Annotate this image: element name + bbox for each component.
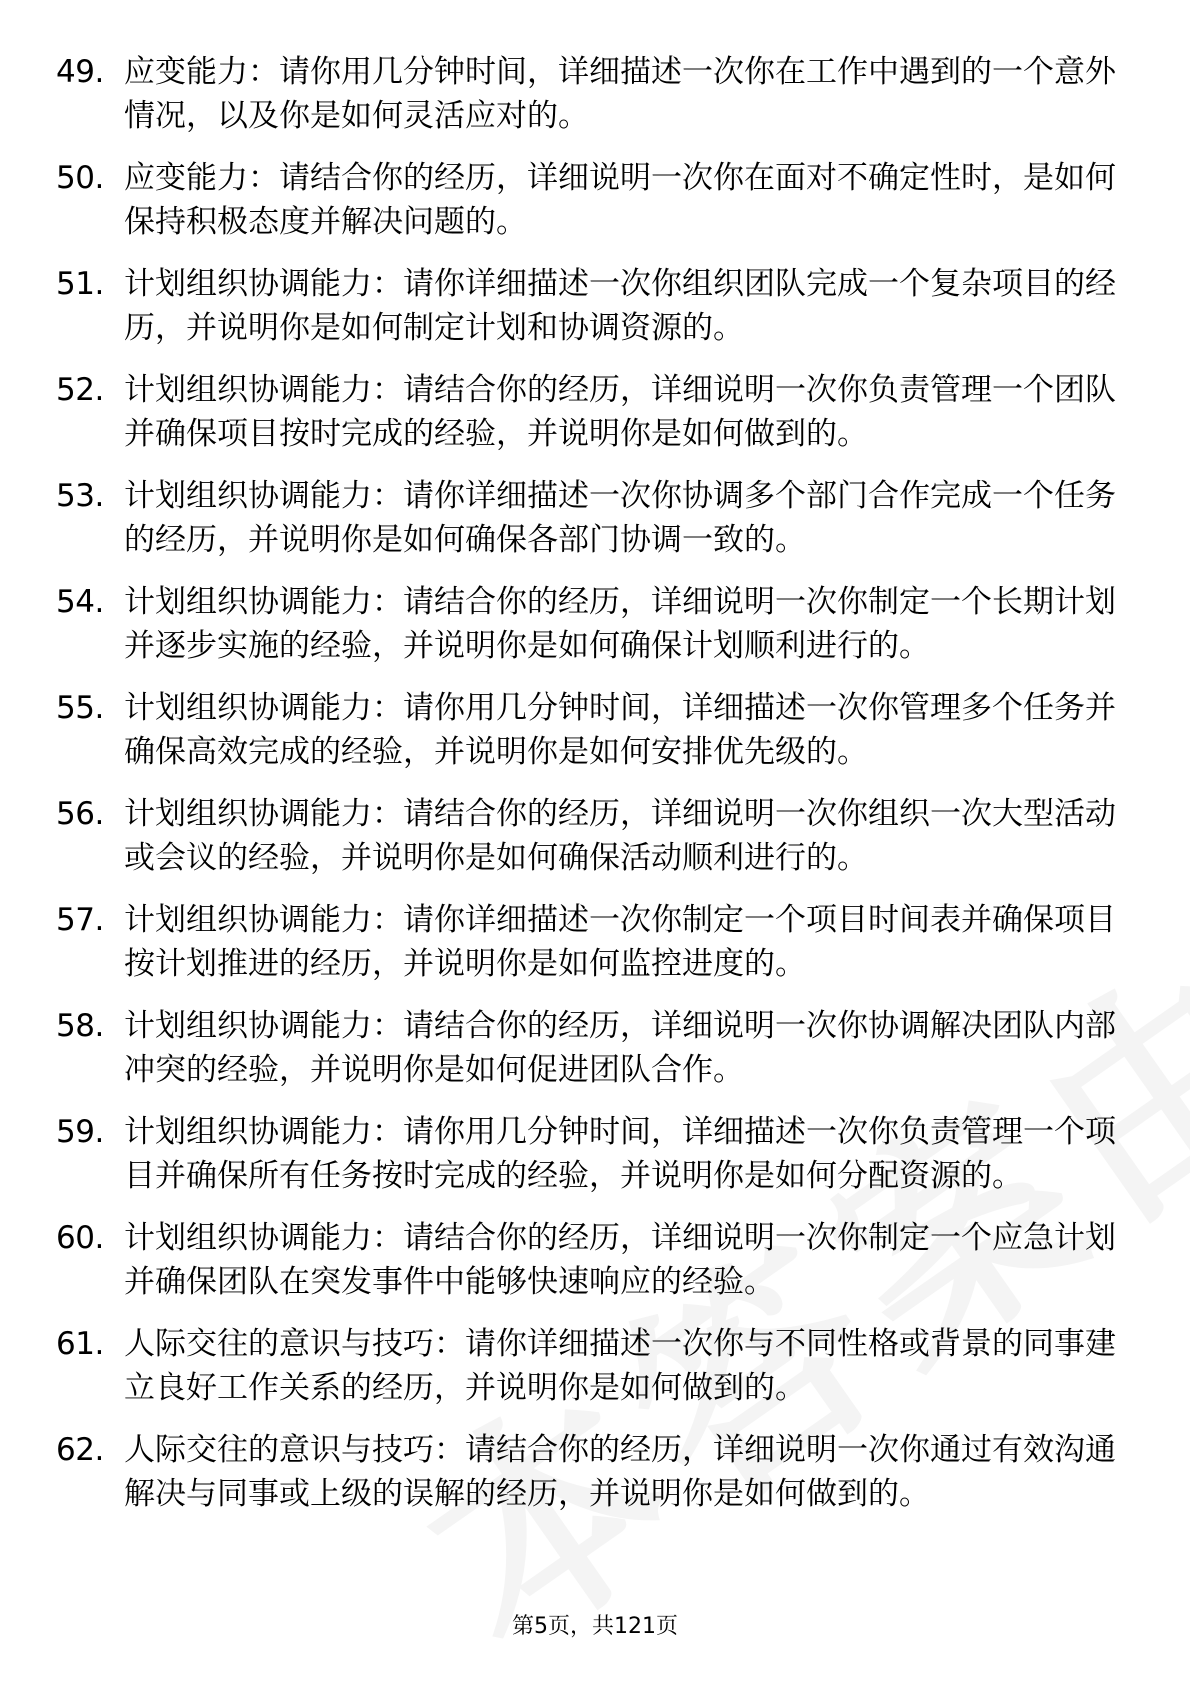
question-list bbox=[56, 50, 1116, 1534]
list-item bbox=[56, 474, 1116, 562]
question-text: 计划组织协调能力：请你详细描述一次你制定一个项目时间表并确保项目按计划推进的经历，并说明你是如何监控进度的。 bbox=[124, 902, 1116, 982]
list-item bbox=[56, 1004, 1116, 1092]
list-item bbox=[56, 792, 1116, 880]
question-number: 60. bbox=[56, 1220, 104, 1256]
question-text: 计划组织协调能力：请结合你的经历，详细说明一次你制定一个长期计划并逐步实施的经验，并说明你是如何确保计划顺利进行的。 bbox=[124, 584, 1116, 664]
list-item bbox=[56, 50, 1116, 138]
question-text: 计划组织协调能力：请结合你的经历，详细说明一次你组织一次大型活动或会议的经验，并说明你是如何确保活动顺利进行的。 bbox=[124, 796, 1116, 876]
question-number: 58. bbox=[56, 1008, 104, 1044]
question-text: 计划组织协调能力：请你详细描述一次你协调多个部门合作完成一个任务的经历，并说明你是如何确保各部门协调一致的。 bbox=[124, 478, 1116, 558]
page-number-label: 第5页，共121页 bbox=[512, 1614, 678, 1639]
list-item bbox=[56, 1110, 1116, 1198]
question-number: 55. bbox=[56, 690, 104, 726]
question-number: 49. bbox=[56, 54, 104, 90]
question-number: 62. bbox=[56, 1432, 104, 1468]
question-number: 54. bbox=[56, 584, 104, 620]
question-number: 56. bbox=[56, 796, 104, 832]
list-item bbox=[56, 368, 1116, 456]
list-item bbox=[56, 262, 1116, 350]
question-text: 计划组织协调能力：请你用几分钟时间，详细描述一次你管理多个任务并确保高效完成的经验，并说明你是如何安排优先级的。 bbox=[124, 690, 1116, 770]
question-text: 人际交往的意识与技巧：请你详细描述一次你与不同性格或背景的同事建立良好工作关系的经历，并说明你是如何做到的。 bbox=[124, 1326, 1116, 1406]
question-number: 51. bbox=[56, 266, 104, 302]
question-number: 52. bbox=[56, 372, 104, 408]
question-text: 应变能力：请你用几分钟时间，详细描述一次你在工作中遇到的一个意外情况，以及你是如何灵活应对的。 bbox=[124, 54, 1116, 134]
question-number: 59. bbox=[56, 1114, 104, 1150]
list-item bbox=[56, 156, 1116, 244]
list-item bbox=[56, 580, 1116, 668]
question-text: 计划组织协调能力：请你详细描述一次你组织团队完成一个复杂项目的经历，并说明你是如何制定计划和协调资源的。 bbox=[124, 266, 1116, 346]
question-number: 57. bbox=[56, 902, 104, 938]
question-number: 61. bbox=[56, 1326, 104, 1362]
list-item bbox=[56, 898, 1116, 986]
question-number: 53. bbox=[56, 478, 104, 514]
question-text: 计划组织协调能力：请结合你的经历，详细说明一次你负责管理一个团队并确保项目按时完成的经验，并说明你是如何做到的。 bbox=[124, 372, 1116, 452]
question-text: 计划组织协调能力：请结合你的经历，详细说明一次你制定一个应急计划并确保团队在突发事件中能够快速响应的经验。 bbox=[124, 1220, 1116, 1300]
page-footer bbox=[0, 1612, 1190, 1642]
question-number: 50. bbox=[56, 160, 104, 196]
question-text: 计划组织协调能力：请结合你的经历，详细说明一次你协调解决团队内部冲突的经验，并说明你是如何促进团队合作。 bbox=[124, 1008, 1116, 1088]
list-item bbox=[56, 686, 1116, 774]
question-text: 计划组织协调能力：请你用几分钟时间，详细描述一次你负责管理一个项目并确保所有任务按时完成的经验，并说明你是如何分配资源的。 bbox=[124, 1114, 1116, 1194]
question-text: 人际交往的意识与技巧：请结合你的经历，详细说明一次你通过有效沟通解决与同事或上级的误解的经历，并说明你是如何做到的。 bbox=[124, 1432, 1116, 1512]
list-item bbox=[56, 1322, 1116, 1410]
question-text: 应变能力：请结合你的经历，详细说明一次你在面对不确定性时，是如何保持积极态度并解决问题的。 bbox=[124, 160, 1116, 240]
list-item bbox=[56, 1428, 1116, 1516]
list-item bbox=[56, 1216, 1116, 1304]
